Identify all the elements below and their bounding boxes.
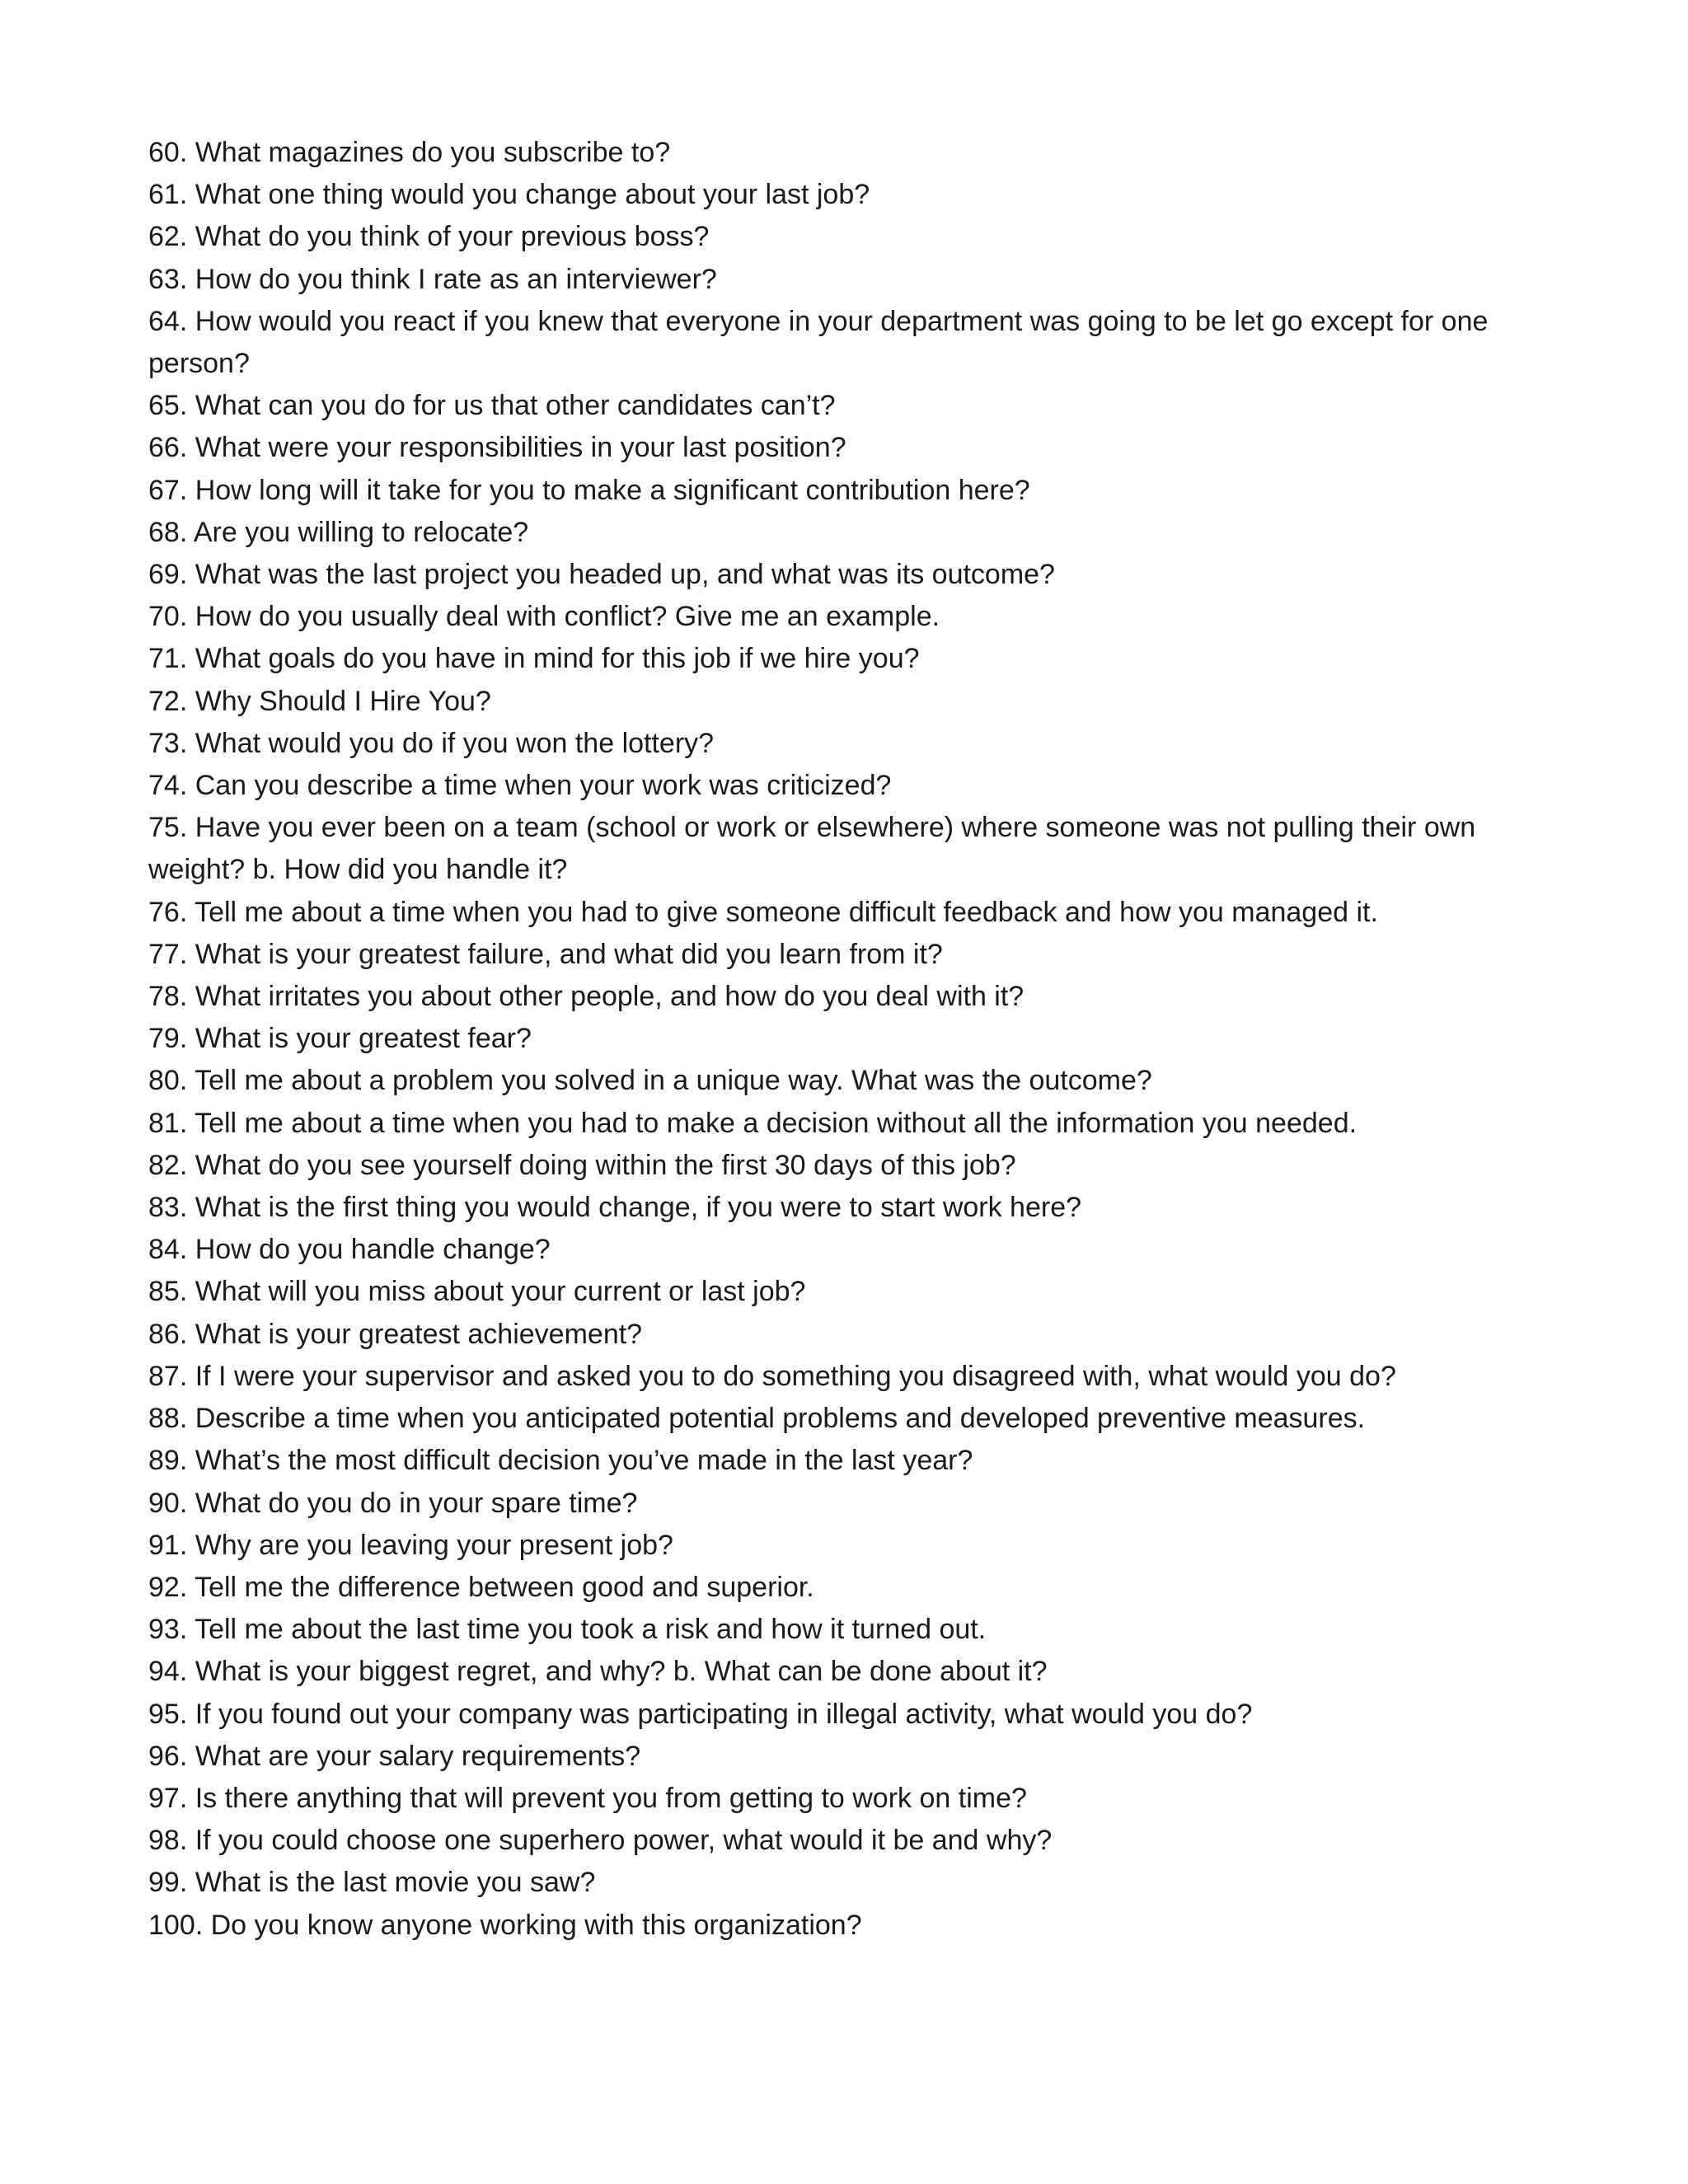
question-item: 79. What is your greatest fear? bbox=[148, 1023, 532, 1055]
question-item: 80. Tell me about a problem you solved in a unique way. What was the outcome? bbox=[148, 1065, 1152, 1097]
question-list bbox=[148, 132, 1517, 1947]
question-item: 67. How long will it take for you to make a significant contribution here? bbox=[148, 474, 1030, 506]
question-item: 75. Have you ever been on a team (school or work or elsewhere) where someone was not pulling their own weight? b. How did you handle it? bbox=[148, 812, 1476, 886]
question-item: 84. How do you handle change? bbox=[148, 1234, 551, 1266]
question-item: 65. What can you do for us that other candidates can’t? bbox=[148, 390, 836, 422]
question-item: 83. What is the first thing you would change, if you were to start work here? bbox=[148, 1192, 1082, 1224]
question-item: 73. What would you do if you won the lottery? bbox=[148, 727, 715, 759]
question-item: 93. Tell me about the last time you took a risk and how it turned out. bbox=[148, 1614, 987, 1646]
question-item: 76. Tell me about a time when you had to give someone difficult feedback and how you managed it. bbox=[148, 896, 1378, 928]
question-item: 64. How would you react if you knew that everyone in your department was going to be let go except for one person? bbox=[148, 305, 1489, 380]
question-item: 88. Describe a time when you anticipated potential problems and developed preventive measures. bbox=[148, 1403, 1366, 1435]
question-item: 72. Why Should I Hire You? bbox=[148, 685, 491, 717]
question-item: 92. Tell me the difference between good and superior. bbox=[148, 1571, 814, 1603]
question-item: 85. What will you miss about your current or last job? bbox=[148, 1276, 806, 1308]
question-item: 78. What irritates you about other people, and how do you deal with it? bbox=[148, 981, 1025, 1013]
question-item: 66. What were your responsibilities in your last position? bbox=[148, 432, 846, 464]
question-item: 98. If you could choose one superhero power, what would it be and why? bbox=[148, 1825, 1053, 1857]
question-item: 74. Can you describe a time when your work was criticized? bbox=[148, 770, 892, 802]
question-item: 61. What one thing would you change about your last job? bbox=[148, 179, 870, 211]
question-item: 82. What do you see yourself doing within the first 30 days of this job? bbox=[148, 1149, 1016, 1181]
question-item: 62. What do you think of your previous boss? bbox=[148, 221, 710, 253]
question-item: 89. What’s the most difficult decision you’ve made in the last year? bbox=[148, 1445, 973, 1477]
question-item: 63. How do you think I rate as an interviewer? bbox=[148, 263, 717, 295]
question-item: 95. If you found out your company was participating in illegal activity, what would you do? bbox=[148, 1698, 1253, 1730]
question-item: 100. Do you know anyone working with this organization? bbox=[148, 1909, 862, 1941]
question-item: 86. What is your greatest achievement? bbox=[148, 1318, 643, 1350]
question-item: 77. What is your greatest failure, and what did you learn from it? bbox=[148, 938, 943, 970]
question-item: 70. How do you usually deal with conflict? Give me an example. bbox=[148, 601, 940, 633]
question-item: 91. Why are you leaving your present job? bbox=[148, 1529, 673, 1561]
question-item: 97. Is there anything that will prevent you from getting to work on time? bbox=[148, 1782, 1027, 1814]
question-item: 81. Tell me about a time when you had to make a decision without all the information you needed. bbox=[148, 1107, 1357, 1139]
question-item: 96. What are your salary requirements? bbox=[148, 1740, 641, 1772]
question-item: 69. What was the last project you headed up, and what was its outcome? bbox=[148, 559, 1055, 591]
question-item: 87. If I were your supervisor and asked you to do something you disagreed with, what would you do? bbox=[148, 1360, 1396, 1392]
question-item: 90. What do you do in your spare time? bbox=[148, 1487, 638, 1519]
question-item: 60. What magazines do you subscribe to? bbox=[148, 137, 671, 168]
question-item: 71. What goals do you have in mind for this job if we hire you? bbox=[148, 643, 920, 675]
question-item: 94. What is your biggest regret, and why? b. What can be done about it? bbox=[148, 1656, 1048, 1688]
question-item: 68. Are you willing to relocate? bbox=[148, 516, 529, 548]
question-item: 99. What is the last movie you saw? bbox=[148, 1867, 596, 1899]
